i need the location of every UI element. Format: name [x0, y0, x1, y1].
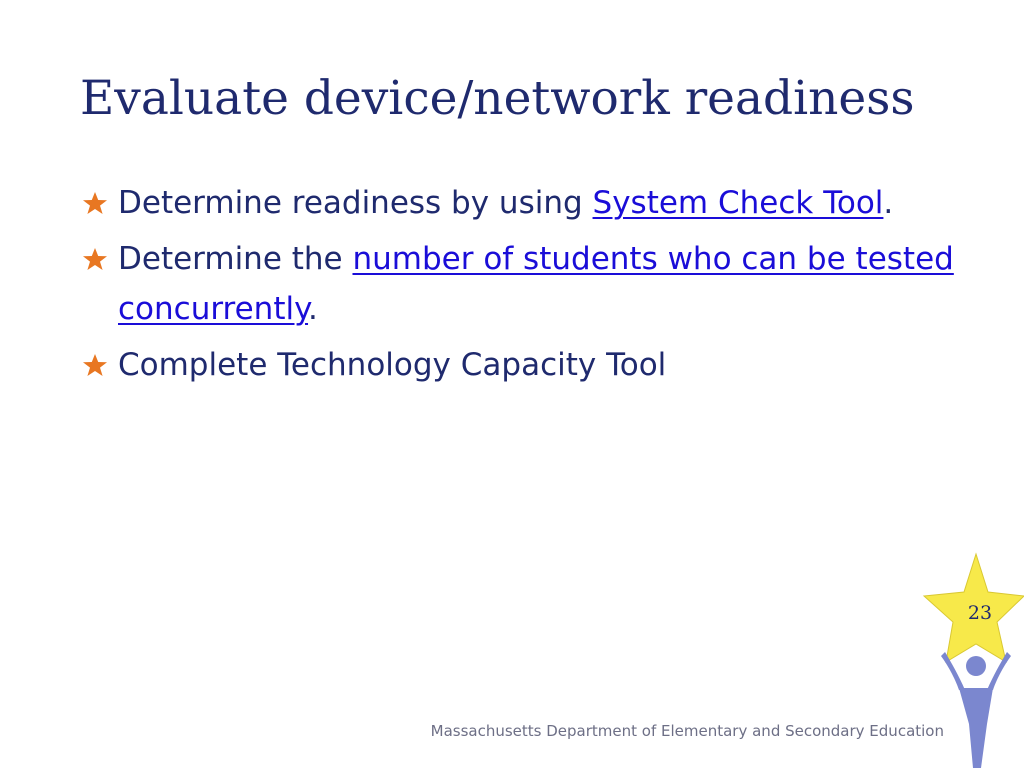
- bullet-text-end: .: [308, 291, 318, 327]
- bullet-item-concurrent-students: [82, 234, 962, 334]
- footer-organization: Massachusetts Department of Elementary and Secondary Education: [430, 722, 944, 740]
- bullet-item-capacity-tool: [82, 340, 962, 390]
- bullet-text: Determine the: [118, 241, 353, 277]
- page-number: 23: [967, 602, 993, 624]
- bullet-text: Determine readiness by using: [118, 185, 593, 221]
- star-bullet-icon: [82, 353, 108, 377]
- star-bullet-icon: [82, 247, 108, 271]
- star-bullet-icon: [82, 191, 108, 215]
- bullet-text: Complete Technology Capacity Tool: [118, 347, 667, 383]
- system-check-tool-link[interactable]: System Check Tool: [592, 185, 884, 221]
- bullet-list: [82, 178, 962, 396]
- bullet-text-end: .: [883, 185, 894, 221]
- concurrent-testing-link[interactable]: number of students who can be tested concurrently: [118, 241, 954, 327]
- bullet-item-system-check: [82, 178, 962, 228]
- slide-title: Evaluate device/network readiness: [80, 71, 915, 126]
